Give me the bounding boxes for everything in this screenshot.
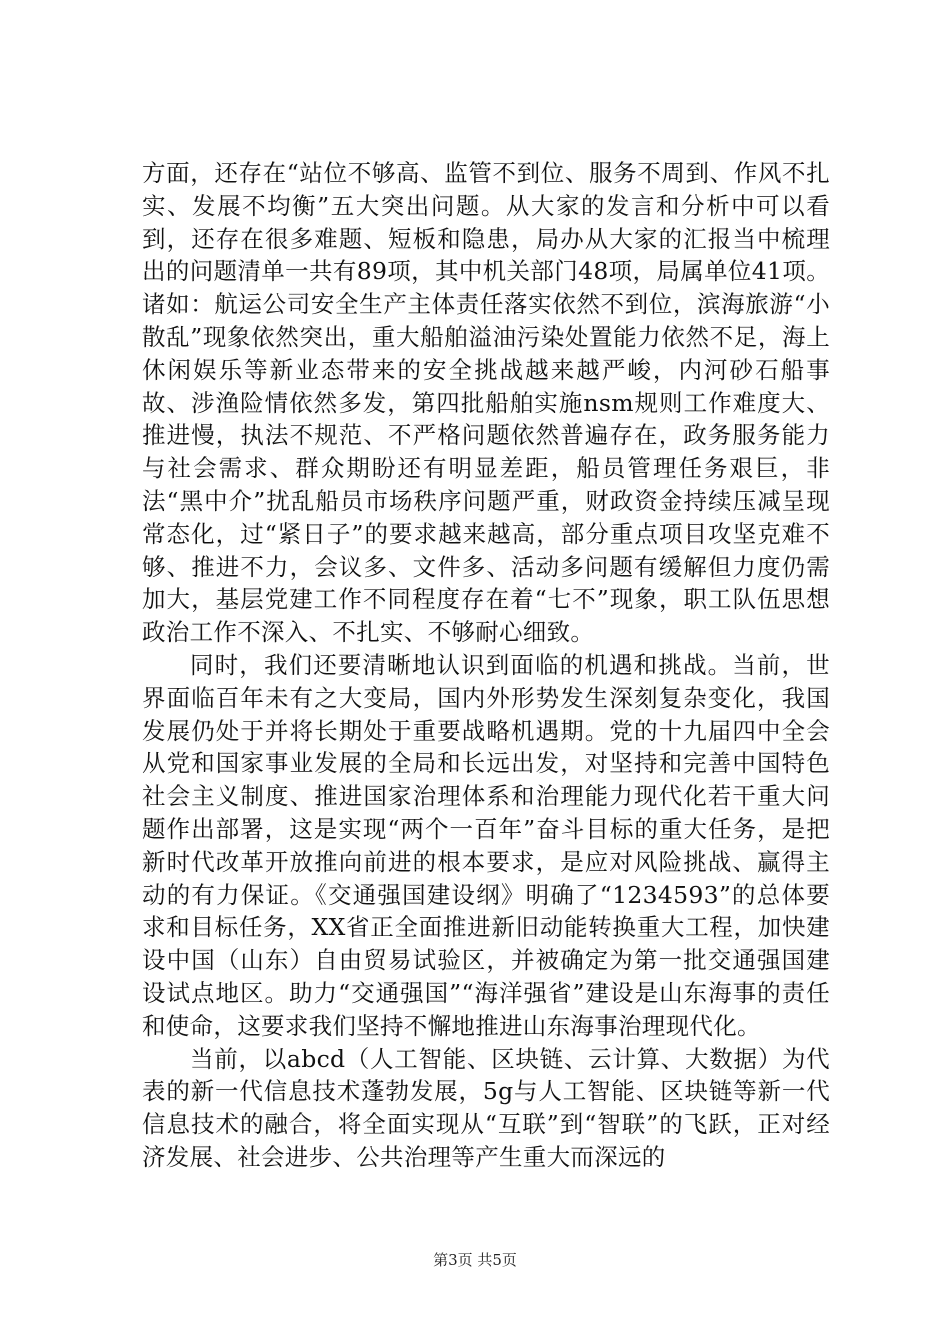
paragraph-technology: 当前，以abcd（人工智能、区块链、云计算、大数据）为代表的新一代信息技术蓬勃发展，5g与人工智能、区块链等新一代信息技术的融合，将全面实现从“互联”到“智联”的飞跃，正对经济发展、社会进步、公共治理等产生重大而深远的 bbox=[142, 1044, 830, 1171]
page-footer: 第3页 共5页 bbox=[433, 1251, 517, 1269]
paragraph-problems: 方面，还存在“站位不够高、监管不到位、服务不周到、作风不扎实、发展不均衡”五大突出问题。从大家的发言和分析中可以看到，还存在很多难题、短板和隐患，局办从大家的汇报当中梳理出的问题清单一共有89项，其中机关部门48项，局属单位41项。诸如：航运公司安全生产主体责任落实依然不到位，滨海旅游“小散乱”现象依然突出，重大船舶溢油污染处置能力依然不足，海上休闲娱乐等新业态带来的安全挑战越来越严峻，内河砂石船事故、涉渔险情依然多发，第四批船舶实施nsm规则工作难度大、推进慢，执法不规范、不严格问题依然普遍存在，政务服务能力与社会需求、群众期盼还有明显差距，船员管理任务艰巨，非法“黑中介”扰乱船员市场秩序问题严重，财政资金持续压减呈现常态化，过“紧日子”的要求越来越高，部分重点项目攻坚克难不够、推进不力，会议多、文件多、活动多问题有缓解但力度仍需加大，基层党建工作不同程度存在着“七不”现象，职工队伍思想政治工作不深入、不扎实、不够耐心细致。 bbox=[142, 159, 830, 647]
document-body bbox=[142, 157, 830, 1174]
paragraph-opportunities: 同时，我们还要清晰地认识到面临的机遇和挑战。当前，世界面临百年未有之大变局，国内外形势发生深刻复杂变化，我国发展仍处于并将长期处于重要战略机遇期。党的十九届四中全会从党和国家事业发展的全局和长远出发，对坚持和完善中国特色社会主义制度、推进国家治理体系和治理能力现代化若干重大问题作出部署，这是实现“两个一百年”奋斗目标的重大任务，是把新时代改革开放推向前进的根本要求，是应对风险挑战、赢得主动的有力保证。《交通强国建设纲》明确了“1234593”的总体要求和目标任务，XX省正全面推进新旧动能转换重大工程，加快建设中国（山东）自由贸易试验区，并被确定为第一批交通强国建设试点地区。助力“交通强国”“海洋强省”建设是山东海事的责任和使命，这要求我们坚持不懈地推进山东海事治理现代化。 bbox=[142, 650, 830, 1040]
